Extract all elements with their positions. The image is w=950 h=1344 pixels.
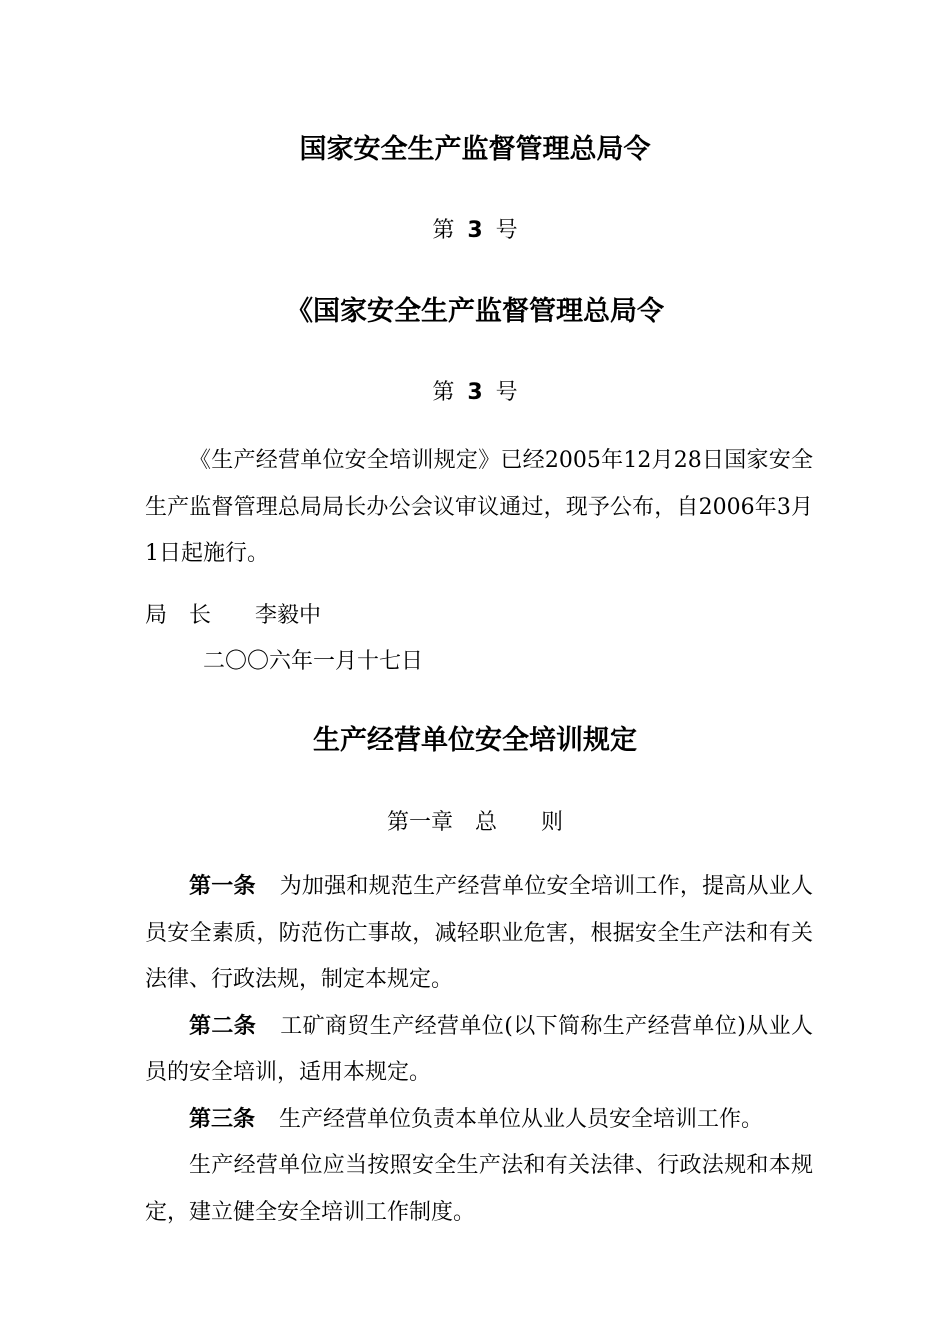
article-label: 第一条	[189, 874, 256, 899]
order-number-value: 3	[467, 380, 483, 405]
article-3	[145, 1097, 813, 1144]
article-text: 工矿商贸生产经营单位(以下简称生产经营单位)从业人员的安全培训，适用本规定。	[145, 1013, 813, 1085]
chapter-heading: 第一章 总 则	[386, 810, 563, 835]
order-title-repeat: 《国家安全生产监督管理总局令	[286, 296, 664, 327]
regulation-title: 生产经营单位安全培训规定	[313, 725, 637, 756]
signature-line	[145, 601, 321, 631]
announcement-text: 《生产经营单位安全培训规定》已经2005年12月28日国家安全生产监督管理总局局长办公会议审议通过，现予公布，自2006年3月1日起施行。	[145, 448, 813, 566]
announcement-date: 二〇〇六年一月十七日	[203, 649, 424, 674]
order-number-prefix: 第	[432, 380, 455, 405]
signer-title: 局 长	[145, 603, 212, 628]
order-number	[0, 216, 950, 246]
article-2	[145, 1004, 813, 1097]
article-1	[145, 864, 813, 1004]
article-label: 第二条	[189, 1013, 257, 1039]
order-number-repeat	[0, 378, 950, 408]
paragraph-after-article-3: 生产经营单位应当按照安全生产法和有关法律、行政法规和本规定，建立健全安全培训工作制度。	[145, 1153, 813, 1225]
order-number-suffix: 号	[495, 380, 518, 405]
article-label: 第三条	[189, 1106, 256, 1132]
regulation-body	[145, 864, 813, 1236]
article-text: 生产经营单位负责本单位从业人员安全培训工作。	[279, 1106, 764, 1132]
order-number-prefix: 第	[432, 218, 455, 243]
order-number-value: 3	[467, 218, 483, 243]
signer-name: 李毅中	[255, 603, 322, 628]
announcement-paragraph	[145, 438, 813, 578]
article-text: 为加强和规范生产经营单位安全培训工作，提高从业人员安全素质，防范伤亡事故，减轻职业危害，根据安全生产法和有关法律、行政法规，制定本规定。	[145, 874, 813, 992]
order-number-suffix: 号	[495, 218, 518, 243]
order-title: 国家安全生产监督管理总局令	[299, 134, 651, 165]
